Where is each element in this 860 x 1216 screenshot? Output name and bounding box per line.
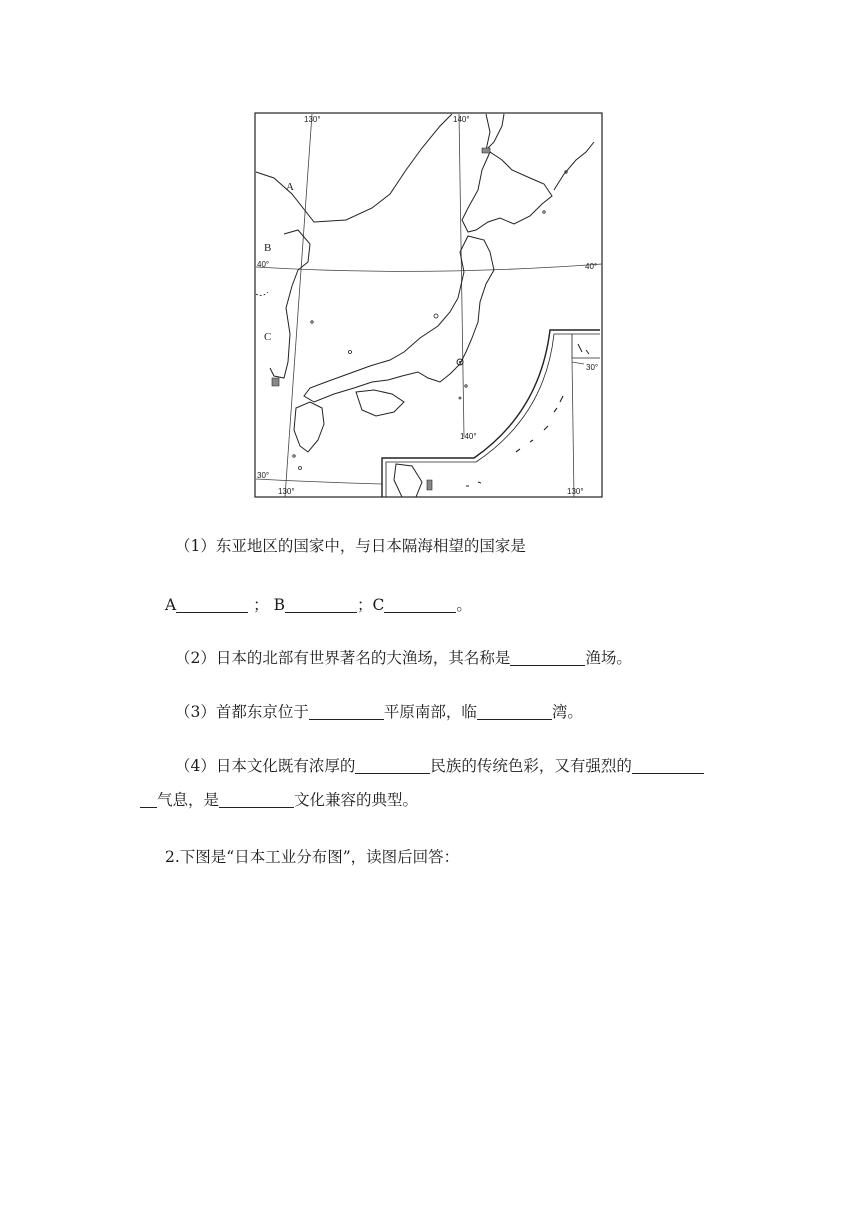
hokkaido xyxy=(462,152,552,232)
separator: ； xyxy=(356,596,373,614)
meridian-130 xyxy=(285,114,312,497)
tick-130-inset-bottom: 130° xyxy=(567,487,584,496)
blank-fishing-ground[interactable] xyxy=(510,650,585,667)
question-2-text: （2）日本的北部有世界著名的大渔场，其名称是 xyxy=(175,649,511,667)
kuril-islands xyxy=(554,142,594,190)
question-1-text: （1）东亚地区的国家中，与日本隔海相望的国家是 xyxy=(175,537,526,555)
parallel-40 xyxy=(256,264,602,271)
question-1 xyxy=(175,534,526,556)
question-4-text: （4）日本文化既有浓厚的 xyxy=(175,757,356,775)
question-2-heading-text: 2.下图是“日本工业分布图”，读图后回答： xyxy=(165,848,460,866)
question-4-mid: 民族的传统色彩，又有强烈的 xyxy=(430,757,632,775)
map-svg xyxy=(254,112,603,498)
blank-a[interactable] xyxy=(176,597,248,614)
kyushu xyxy=(294,402,324,452)
question-2-end: 渔场。 xyxy=(585,649,632,667)
taiwan xyxy=(394,464,422,497)
tick-30-left: 30° xyxy=(257,471,270,480)
tick-130-top: 130° xyxy=(304,115,321,124)
question-1-answers xyxy=(165,593,472,615)
blank-c[interactable] xyxy=(384,597,456,614)
japan-outline-map xyxy=(254,112,603,498)
question-4-cont: 气息，是 xyxy=(157,791,220,809)
answer-label-c: C xyxy=(372,596,385,614)
question-4-line-1 xyxy=(175,754,704,776)
mainland-coast xyxy=(256,114,452,378)
map-label-c: C xyxy=(264,331,272,343)
blank-plain[interactable] xyxy=(309,704,384,721)
blank-modern[interactable] xyxy=(632,758,704,775)
border-dashed xyxy=(256,292,268,296)
parallel-30 xyxy=(256,479,382,484)
tick-140-bottom: 140° xyxy=(460,432,477,441)
tick-130-bottom: 130° xyxy=(278,487,295,496)
inset-frame-outer xyxy=(382,330,600,497)
answer-label-b: B xyxy=(273,596,285,614)
separator: ； xyxy=(253,596,269,614)
blank-nation[interactable] xyxy=(355,758,430,775)
tick-140-top: 140° xyxy=(453,115,470,124)
question-3-mid: 平原南部，临 xyxy=(383,703,477,721)
tick-40-right: 40° xyxy=(585,262,598,271)
blank-modern-cont[interactable] xyxy=(140,792,157,809)
answer-label-a: A xyxy=(165,596,177,614)
blank-b[interactable] xyxy=(285,597,357,614)
inset-meridian xyxy=(572,358,574,497)
tick-30-inset: 30° xyxy=(586,363,599,372)
parallel-30-inset xyxy=(572,362,584,364)
question-4-end: 文化兼容的典型。 xyxy=(294,791,419,809)
tick-40-left: 40° xyxy=(257,260,270,269)
map-frame xyxy=(255,113,602,497)
honshu xyxy=(304,236,494,402)
period: 。 xyxy=(456,596,472,614)
blank-culture[interactable] xyxy=(219,792,294,809)
inset-frame-inner xyxy=(386,334,600,497)
question-3-text: （3）首都东京位于 xyxy=(175,703,309,721)
question-3-end: 湾。 xyxy=(551,703,583,721)
question-4-line-2 xyxy=(140,788,418,810)
question-3 xyxy=(175,700,583,722)
map-label-b: B xyxy=(264,242,272,254)
blank-bay[interactable] xyxy=(477,704,552,721)
question-2 xyxy=(175,646,632,668)
sakhalin xyxy=(486,114,504,150)
question-2-heading xyxy=(165,845,459,867)
shikoku xyxy=(356,390,404,416)
map-label-a: A xyxy=(286,181,294,193)
ryukyu-islands xyxy=(466,396,563,486)
